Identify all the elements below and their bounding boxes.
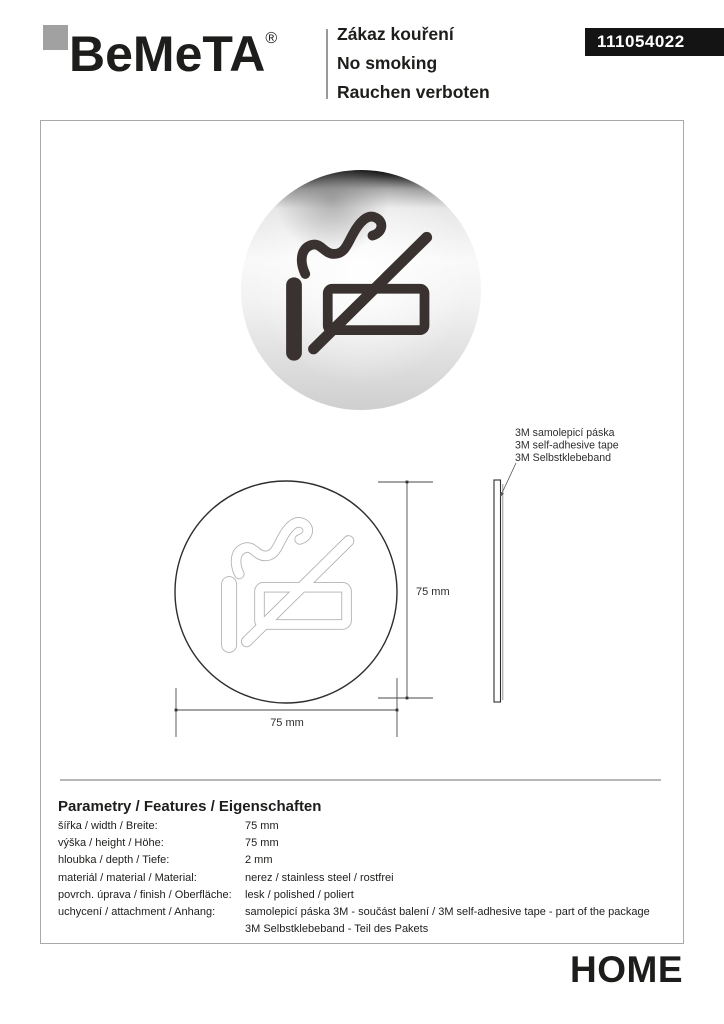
dimension-end-marker: [406, 697, 409, 700]
parameter-row: [58, 870, 650, 887]
product-title-de: Rauchen verboten: [337, 82, 490, 102]
parameter-value: 2 mm: [245, 854, 273, 867]
parameter-row: [58, 852, 650, 869]
side-view-plate: [494, 480, 501, 702]
parameter-row: [58, 835, 650, 852]
tape-note-en: 3M self-adhesive tape: [515, 439, 619, 452]
parameter-label-empty: [58, 921, 245, 938]
leader-arrow-icon: [500, 492, 504, 498]
technical-drawing: [150, 415, 630, 760]
parameter-value-line2: 3M Selbstklebeband - Teil des Pakets: [245, 923, 429, 936]
tape-note-de: 3M Selbstklebeband: [515, 452, 611, 464]
product-title-en: No smoking: [337, 53, 438, 73]
tape-note-cs: 3M samolepicí páska: [515, 427, 615, 439]
parameters-table: [58, 818, 650, 938]
dimension-end-marker: [396, 709, 399, 712]
parameter-row-continuation: [58, 921, 650, 938]
parameter-label: výška / height / Höhe:: [58, 837, 164, 850]
registered-trademark-icon: ®: [265, 30, 278, 47]
parameter-value: 75 mm: [245, 837, 279, 850]
parameter-value: samolepicí páska 3M - součást balení / 3M self-adhesive tape - part of the package: [245, 906, 650, 919]
product-title-cs: Zákaz kouření: [337, 24, 454, 44]
collection-name: HOME: [570, 949, 683, 990]
header-divider: [326, 29, 328, 99]
parameter-value: 75 mm: [245, 820, 279, 832]
parameter-row: [58, 818, 650, 835]
parameter-row: [58, 904, 650, 921]
parameter-value: nerez / stainless steel / rostfrei: [245, 871, 394, 884]
brand-logo: [69, 13, 277, 80]
parameter-label: šířka / width / Breite:: [58, 820, 158, 832]
dimension-end-marker: [175, 709, 178, 712]
brand-name: BeMeTA: [69, 26, 266, 82]
parameter-label: uchycení / attachment / Anhang:: [58, 906, 216, 919]
parameters-divider: [60, 779, 661, 781]
parameter-value: lesk / polished / poliert: [245, 888, 354, 901]
parameters-heading: Parametry / Features / Eigenschaften: [58, 798, 322, 815]
width-dimension-label: 75 mm: [270, 717, 304, 729]
dimension-end-marker: [406, 481, 409, 484]
product-photo-disc: [241, 170, 481, 410]
parameter-label: hloubka / depth / Tiefe:: [58, 854, 170, 867]
parameter-label: povrch. úprava / finish / Oberfläche:: [58, 888, 232, 901]
parameter-label: materiál / material / Material:: [58, 871, 197, 884]
product-title-block: [337, 20, 490, 107]
leader-line: [503, 463, 517, 492]
height-dimension-label: 75 mm: [416, 586, 450, 598]
product-code-badge: 111054022: [585, 28, 724, 56]
parameter-row: [58, 887, 650, 904]
brand-logo-square: [43, 25, 68, 50]
no-smoking-icon: [285, 208, 435, 364]
